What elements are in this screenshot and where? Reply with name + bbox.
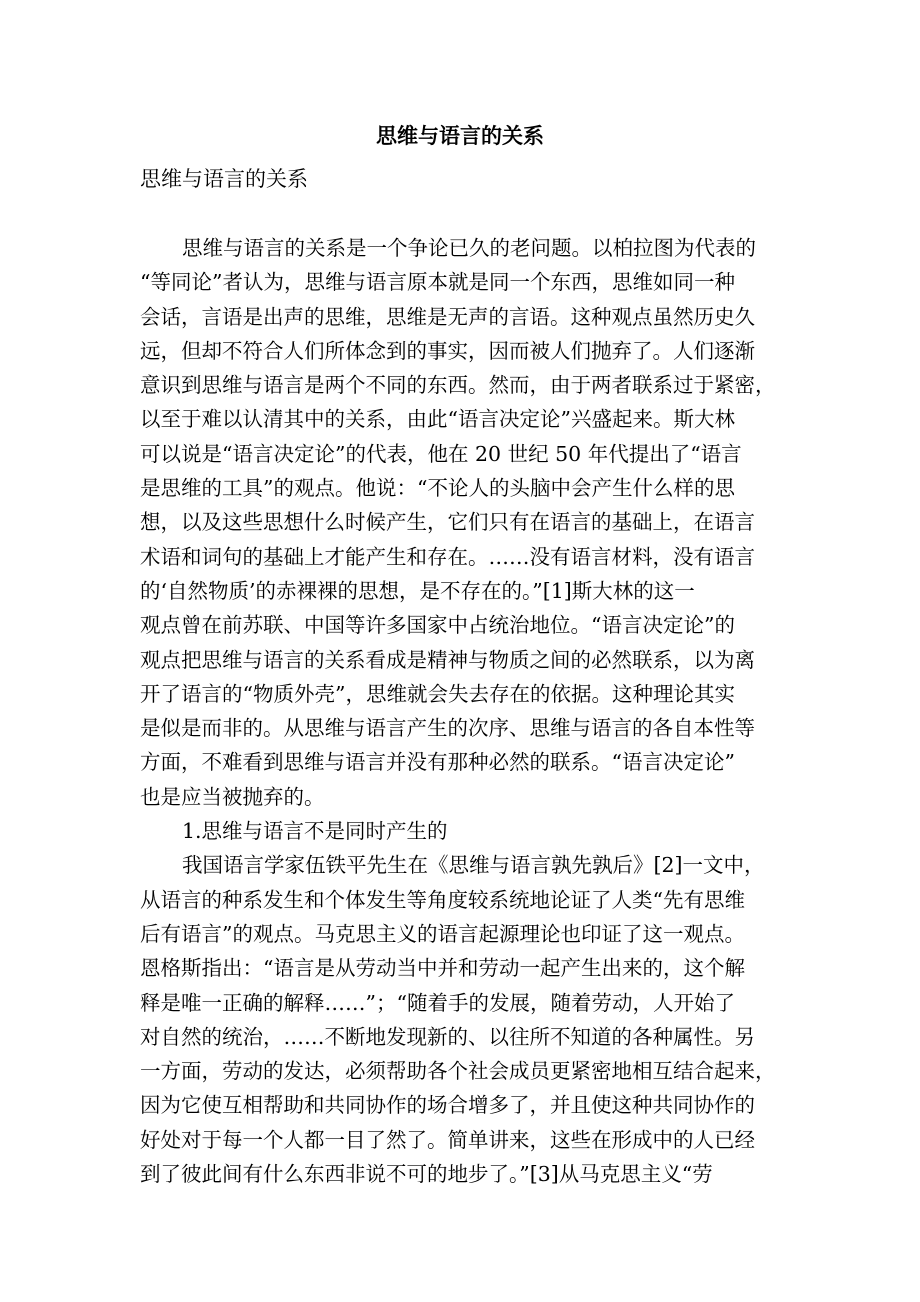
text-line: 从语言的种系发生和个体发生等角度较系统地论证了人类“先有思维 [140, 887, 745, 912]
text-line: 因为它使互相帮助和共同协作的场合增多了，并且使这种共同协作的 [140, 1093, 755, 1118]
text-line: 远，但却不符合人们所体念到的事实，因而被人们抛弃了。人们逐渐 [140, 338, 755, 363]
document-title: 思维与语言的关系 [376, 123, 544, 148]
text-line: 意识到思维与语言是两个不同的东西。然而，由于两者联系过于紧密， [140, 373, 776, 398]
text-line: 会话，言语是出声的思维，思维是无声的言语。这种观点虽然历史久 [140, 304, 755, 329]
text-line: 观点把思维与语言的关系看成是精神与物质之间的必然联系，以为离 [140, 647, 755, 672]
text-line: 释是唯一正确的解释……”；“随着手的发展，随着劳动，人开始了 [140, 990, 735, 1015]
document-body [140, 231, 800, 1191]
text-line: 也是应当被抛弃的。 [140, 784, 325, 809]
text-line: 的‘自然物质’的赤裸裸的思想，是不存在的。”[1]斯大林的这一 [140, 578, 695, 603]
text-line: 可以说是“语言决定论”的代表，他在 20 世纪 50 年代提出了“语言 [140, 441, 742, 466]
text-line: 是思维的工具”的观点。他说：“不论人的头脑中会产生什么样的思 [140, 476, 735, 501]
text-line: “等同论”者认为，思维与语言原本就是同一个东西，思维如同一种 [140, 270, 735, 295]
document-subtitle: 思维与语言的关系 [140, 167, 308, 191]
text-line: 以至于难以认清其中的关系，由此“语言决定论”兴盛起来。斯大林 [140, 407, 735, 432]
text-line: 开了语言的“物质外壳”，思维就会失去存在的依据。这种理论其实 [140, 681, 735, 706]
text-line: 术语和词句的基础上才能产生和存在。……没有语言材料，没有语言 [140, 544, 755, 569]
text-line: 对自然的统治，……不断地发现新的、以往所不知道的各种属性。另 [140, 1024, 755, 1049]
text-line: 一方面，劳动的发达，必须帮助各个社会成员更紧密地相互结合起来， [140, 1059, 776, 1084]
text-line: 方面，不难看到思维与语言并没有那种必然的联系。“语言决定论” [140, 750, 735, 775]
text-line: 我国语言学家伍铁平先生在《思维与语言孰先孰后》[2]一文中， [182, 853, 765, 878]
text-line: 到了彼此间有什么东西非说不可的地步了。”[3]从马克思主义“劳 [140, 1162, 713, 1187]
text-line: 观点曾在前苏联、中国等许多国家中占统治地位。“语言决定论”的 [140, 613, 735, 638]
text-line: 恩格斯指出：“语言是从劳动当中并和劳动一起产生出来的，这个解 [140, 956, 745, 981]
text-line: 后有语言”的观点。马克思主义的语言起源理论也印证了这一观点。 [140, 921, 745, 946]
text-line: 好处对于每一个人都一目了然了。简单讲来，这些在形成中的人已经 [140, 1127, 755, 1152]
text-line: 思维与语言的关系是一个争论已久的老问题。以柏拉图为代表的 [182, 236, 756, 260]
text-line: 想，以及这些思想什么时候产生，它们只有在语言的基础上，在语言 [140, 510, 755, 535]
text-line: 1.思维与语言不是同时产生的 [182, 819, 448, 844]
text-line: 是似是而非的。从思维与语言产生的次序、思维与语言的各自本性等 [140, 716, 755, 741]
